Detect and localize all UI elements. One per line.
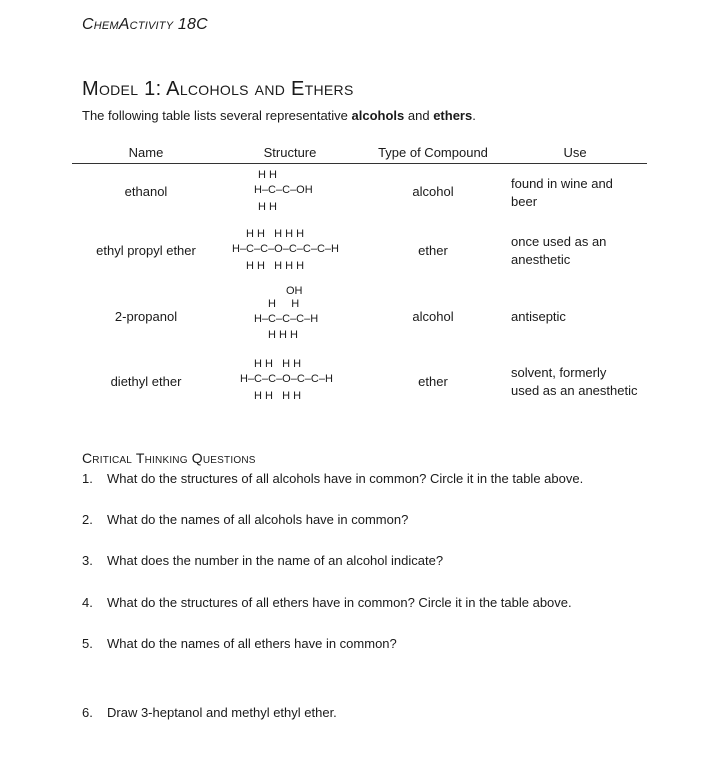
question-4 [82, 595, 572, 610]
question-5-num: 5. [82, 636, 93, 651]
ethyl-propyl-ether-structure [226, 225, 356, 275]
epe-top-h: H H H H H [246, 228, 305, 240]
row-ethanol-use [511, 175, 651, 211]
question-4-text: What do the structures of all ethers have in common? Circle it in the table above. [107, 595, 572, 610]
dee-main-chain: H–C–C–O–C–C–H [240, 373, 333, 385]
row-diethyl-ether-name: diethyl ether [110, 374, 182, 389]
question-5 [82, 636, 397, 651]
question-1-num: 1. [82, 471, 93, 486]
model-title: Model 1: Alcohols and Ethers [82, 78, 354, 100]
row-diethyl-ether-type: ether [418, 374, 448, 389]
dee-bottom-h: H H H H [254, 390, 302, 402]
row-ethyl-propyl-ether-name: ethyl propyl ether [96, 243, 196, 258]
intro-post: . [472, 108, 476, 123]
intro-text [82, 108, 476, 123]
activity-header: ChemActivity 18C [82, 16, 208, 33]
question-3 [82, 553, 443, 568]
row-epe-use-line1: once used as an [511, 234, 607, 249]
ethanol-bottom-h: H H [258, 201, 277, 213]
ethanol-structure [240, 166, 340, 216]
row-ethanol-use-line1: found in wine and [511, 176, 613, 191]
row-2-propanol-type: alcohol [412, 309, 454, 324]
propanol-top-h: H H [268, 298, 300, 310]
row-dee-use-line2: used as an anesthetic [511, 383, 638, 398]
dee-top-h: H H H H [254, 358, 302, 370]
row-ethanol-type: alcohol [412, 184, 454, 199]
epe-main-chain: H–C–C–O–C–C–C–H [232, 243, 339, 255]
col-header-use: Use [563, 145, 587, 160]
row-epe-use-line2: anesthetic [511, 252, 571, 267]
intro-mid: and [404, 108, 434, 123]
question-3-text: What does the number in the name of an alcohol indicate? [107, 553, 444, 568]
row-ethyl-propyl-ether-type: ether [418, 243, 448, 258]
propanol-oh: OH [286, 285, 303, 297]
question-6-num: 6. [82, 705, 93, 720]
question-2-num: 2. [82, 512, 93, 527]
question-1 [82, 471, 583, 486]
propanol-bottom-h: H H H [268, 329, 298, 341]
ethanol-main-chain: H–C–C–OH [254, 184, 313, 196]
intro-bold-alcohols: alcohols [351, 108, 405, 123]
2-propanol-structure [250, 282, 350, 342]
question-6-text: Draw 3-heptanol and methyl ethyl ether. [107, 705, 337, 720]
question-3-num: 3. [82, 553, 93, 568]
epe-bottom-h: H H H H H [246, 260, 305, 272]
row-diethyl-ether-use [511, 364, 651, 400]
row-2-propanol-name: 2-propanol [114, 309, 178, 324]
question-5-text: What do the names of all ethers have in common? [107, 636, 397, 651]
ctq-title: Critical Thinking Questions [82, 450, 256, 466]
diethyl-ether-structure [236, 355, 356, 405]
intro-pre: The following table lists several representative [82, 108, 352, 123]
row-ethanol-use-line2: beer [511, 194, 538, 209]
question-2-text: What do the names of all alcohols have in common? [107, 512, 409, 527]
question-6 [82, 705, 337, 720]
col-header-name: Name [128, 145, 164, 160]
row-ethyl-propyl-ether-use [511, 233, 651, 269]
col-header-structure: Structure [263, 145, 317, 160]
row-propanol-use-line1: antiseptic [511, 309, 566, 324]
question-1-text: What do the structures of all alcohols have in common? Circle it in the table above. [107, 471, 584, 486]
question-4-num: 4. [82, 595, 93, 610]
ethanol-top-h: H H [258, 169, 277, 181]
question-2 [82, 512, 408, 527]
propanol-main-chain: H–C–C–C–H [254, 313, 319, 325]
col-header-type: Type of Compound [378, 145, 488, 160]
row-ethanol-name: ethanol [124, 184, 168, 199]
row-dee-use-line1: solvent, formerly [511, 365, 607, 380]
row-2-propanol-use [511, 308, 651, 326]
table-header-rule [72, 163, 647, 164]
intro-bold-ethers: ethers [433, 108, 473, 123]
